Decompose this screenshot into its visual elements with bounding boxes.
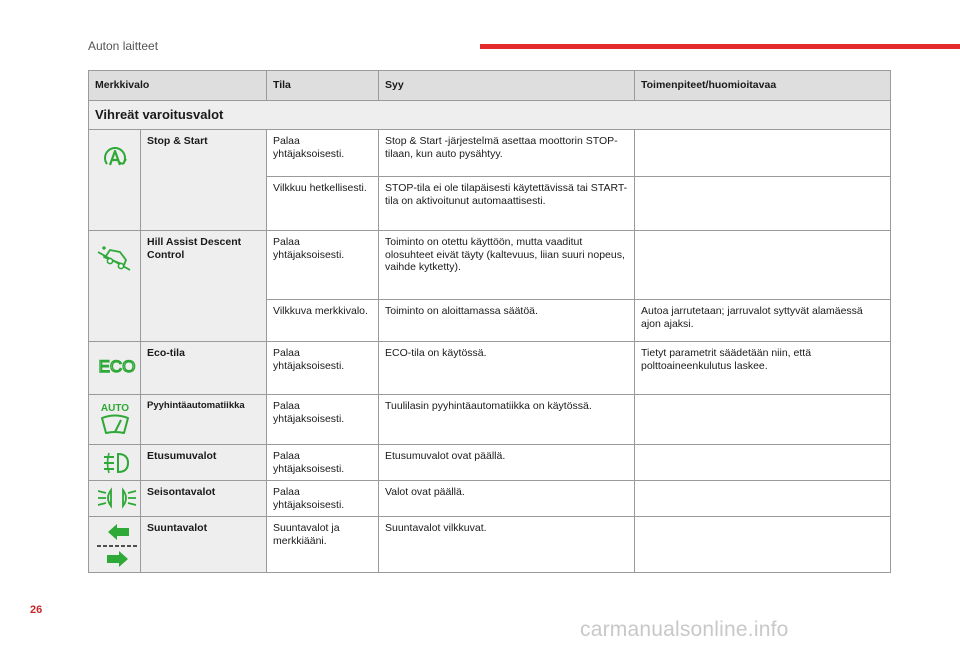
reason-cell: Etusumuvalot ovat päällä. — [379, 445, 635, 481]
stop-start-icon-cell — [89, 130, 141, 231]
indicator-name-indicators: Suuntavalot — [141, 517, 267, 573]
front-fog-light-icon — [98, 450, 132, 476]
group-title-row — [89, 101, 891, 130]
side-lights-icon-cell — [89, 481, 141, 517]
eco-icon — [95, 355, 139, 377]
reason-cell: Toiminto on otettu käyttöön, mutta vaaditut olosuhteet eivät täyty (kaltevuus, liian suuri nopeus, vaihde kytketty). — [379, 231, 635, 300]
auto-wiper-icon — [95, 400, 135, 440]
reason-cell: ECO-tila on käytössä. — [379, 342, 635, 395]
indicator-name-eco: Eco-tila — [141, 342, 267, 395]
turn-signal-icon — [95, 522, 141, 568]
state-cell: Vilkkuu hetkellisesti. — [267, 177, 379, 231]
side-lights-icon — [95, 486, 139, 510]
state-cell: Suuntavalot ja merkkiääni. — [267, 517, 379, 573]
eco-icon-text: ECO — [98, 357, 136, 376]
reason-cell: Toiminto on aloittamassa säätöä. — [379, 300, 635, 342]
table-row — [89, 231, 891, 300]
watermark: carmanualsonline.info — [580, 618, 789, 641]
table-row — [89, 481, 891, 517]
reason-cell: Suuntavalot vilkkuvat. — [379, 517, 635, 573]
action-cell — [635, 130, 891, 177]
state-cell: Palaa yhtäjaksoisesti. — [267, 231, 379, 300]
table-row — [89, 395, 891, 445]
hill-descent-icon — [96, 244, 134, 272]
state-cell: Palaa yhtäjaksoisesti. — [267, 395, 379, 445]
warning-lights-table — [88, 70, 891, 573]
indicator-name-stop-start: Stop & Start — [141, 130, 267, 231]
state-cell: Palaa yhtäjaksoisesti. — [267, 445, 379, 481]
table-header-row — [89, 71, 891, 101]
state-cell: Palaa yhtäjaksoisesti. — [267, 342, 379, 395]
action-cell — [635, 517, 891, 573]
turn-signal-icon-cell — [89, 517, 141, 573]
indicator-name-hill-descent: Hill Assist Descent Control — [141, 231, 267, 342]
table-row — [89, 445, 891, 481]
action-cell — [635, 445, 891, 481]
table-row — [89, 342, 891, 395]
reason-cell: STOP-tila ei ole tilapäisesti käytettävissä tai START-tila on aktivoitunut automaattisesti. — [379, 177, 635, 231]
indicator-name-front-fog: Etusumuvalot — [141, 445, 267, 481]
action-cell: Tietyt parametrit säädetään niin, että polttoaineenkulutus laskee. — [635, 342, 891, 395]
column-header-action: Toimenpiteet/huomioitavaa — [635, 71, 891, 101]
action-cell — [635, 481, 891, 517]
table-row — [89, 517, 891, 573]
action-cell — [635, 395, 891, 445]
auto-wiper-icon-cell — [89, 395, 141, 445]
group-title: Vihreät varoitusvalot — [89, 101, 891, 130]
reason-cell: Tuulilasin pyyhintäautomatiikka on käytössä. — [379, 395, 635, 445]
state-cell: Palaa yhtäjaksoisesti. — [267, 130, 379, 177]
column-header-state: Tila — [267, 71, 379, 101]
header-accent-bar — [480, 44, 960, 49]
state-cell: Palaa yhtäjaksoisesti. — [267, 481, 379, 517]
indicator-name-side-lights: Seisontavalot — [141, 481, 267, 517]
hill-descent-icon-cell — [89, 231, 141, 342]
action-cell — [635, 177, 891, 231]
indicator-name-wiper: Pyyhintäautomatiikka — [141, 395, 267, 445]
reason-cell: Valot ovat päällä. — [379, 481, 635, 517]
front-fog-light-icon-cell — [89, 445, 141, 481]
column-header-reason: Syy — [379, 71, 635, 101]
section-title: Auton laitteet — [88, 39, 159, 53]
reason-cell: Stop & Start -järjestelmä asettaa moottorin STOP-tilaan, kun auto pysähtyy. — [379, 130, 635, 177]
auto-wiper-icon-text: AUTO — [100, 403, 130, 414]
table-row — [89, 130, 891, 177]
eco-icon-cell — [89, 342, 141, 395]
state-cell: Vilkkuva merkkivalo. — [267, 300, 379, 342]
stop-start-icon — [98, 143, 132, 173]
action-cell: Autoa jarrutetaan; jarruvalot syttyvät alamäessä ajon ajaksi. — [635, 300, 891, 342]
action-cell — [635, 231, 891, 300]
column-header-indicator: Merkkivalo — [89, 71, 267, 101]
page-number: 26 — [30, 604, 43, 616]
